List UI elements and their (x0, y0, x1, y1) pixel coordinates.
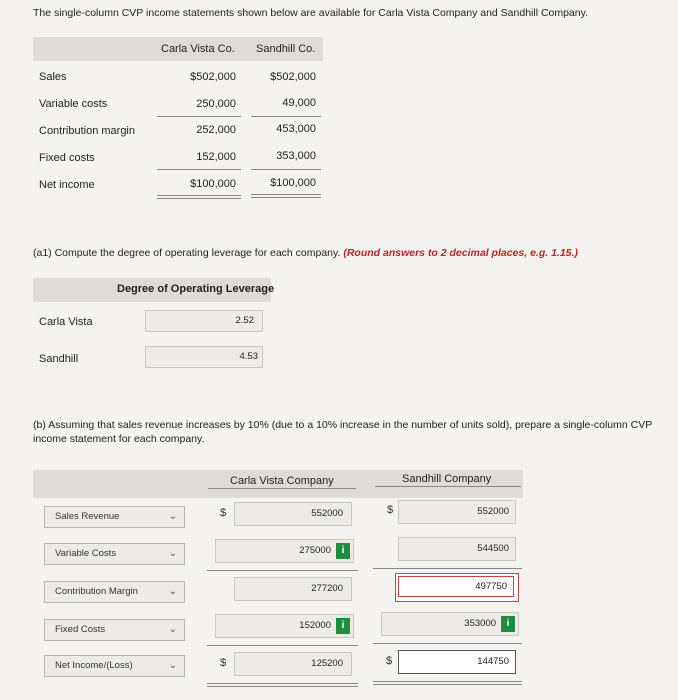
cvp-row-ni-cv: $100,000 (190, 178, 236, 190)
b-col-carla-vista: Carla Vista Company (230, 475, 334, 487)
underline (251, 116, 321, 117)
intro-text: The single-column CVP income statements shown below are available for Carla Vista Company and Sandhill Company. (33, 7, 589, 19)
cvp-row-sales-cv: $502,000 (190, 71, 236, 83)
a1-question-text: (a1) Compute the degree of operating leverage for each company. (33, 247, 341, 259)
underline (207, 645, 358, 646)
a1-hint: (Round answers to 2 decimal places, e.g. 1.15.) (343, 247, 578, 259)
label-select-sales-revenue[interactable] (44, 506, 185, 528)
cvp-row-fixed-cv: 152,000 (196, 151, 236, 163)
underline (375, 486, 521, 487)
cvp-row-cm-cv: 252,000 (196, 124, 236, 136)
cv-variable-costs-input[interactable]: 275000 (215, 539, 354, 563)
cvp-row-varcost-cv: 250,000 (196, 98, 236, 110)
underline (251, 169, 321, 170)
label-select-variable-costs[interactable] (44, 543, 185, 565)
chevron-down-icon: ⌄ (168, 548, 177, 559)
double-underline (207, 683, 358, 684)
double-underline (251, 197, 321, 198)
cv-sales-input[interactable]: 552000 (234, 502, 352, 526)
b-question-line2: income statement for each company. (33, 433, 205, 445)
dollar-sign: $ (387, 504, 394, 516)
cv-fixed-costs-input[interactable]: 152000 (215, 614, 354, 638)
dol-sandhill-label: Sandhill (39, 353, 79, 365)
sh-sales-input[interactable]: 552000 (398, 500, 516, 524)
underline (373, 643, 522, 644)
select-text: Net Income/(Loss) (55, 660, 133, 671)
sh-variable-costs-input[interactable]: 544500 (398, 537, 516, 561)
cvp-col-sandhill: Sandhill Co. (256, 43, 316, 55)
label-select-net-income[interactable] (44, 655, 185, 677)
select-text: Fixed Costs (55, 624, 106, 635)
dol-carla-vista-label: Carla Vista (39, 316, 93, 328)
double-underline (157, 195, 241, 196)
chevron-down-icon: ⌄ (168, 511, 177, 522)
dol-sandhill-input[interactable]: 4.53 (145, 346, 263, 368)
cv-contribution-margin-input[interactable]: 277200 (234, 577, 352, 601)
cvp-row-cm-label: Contribution margin (39, 125, 135, 137)
sh-net-income-input[interactable]: 144750 (398, 650, 516, 674)
double-underline (373, 684, 522, 685)
chevron-down-icon: ⌄ (168, 660, 177, 671)
cvp-row-varcost-sh: 49,000 (282, 97, 316, 109)
b-question-line1: (b) Assuming that sales revenue increases by 10% (due to a 10% increase in the number of units sold), prepare a single-column CVP (33, 419, 653, 431)
cvp-row-ni-sh: $100,000 (270, 177, 316, 189)
dol-header: Degree of Operating Leverage (117, 283, 275, 295)
cvp-row-varcost-label: Variable costs (39, 98, 108, 110)
info-icon[interactable]: i (501, 616, 515, 632)
cvp-col-carla-vista: Carla Vista Co. (161, 43, 235, 55)
sh-contribution-margin-input[interactable]: 497750 (398, 576, 514, 597)
cvp-row-fixed-label: Fixed costs (39, 152, 95, 164)
double-underline (373, 681, 522, 682)
double-underline (251, 194, 321, 195)
double-underline (207, 686, 358, 687)
double-underline (157, 198, 241, 199)
b-col-sandhill: Sandhill Company (402, 473, 492, 485)
select-text: Contribution Margin (55, 586, 138, 597)
underline (157, 169, 241, 170)
info-icon[interactable]: i (336, 543, 350, 559)
dol-carla-vista-input[interactable]: 2.52 (145, 310, 263, 332)
dollar-sign: $ (220, 657, 227, 669)
cv-net-income-input[interactable]: 125200 (234, 652, 352, 676)
label-select-fixed-costs[interactable] (44, 619, 185, 641)
underline (157, 116, 241, 117)
underline (373, 568, 522, 569)
select-text: Variable Costs (55, 548, 117, 559)
chevron-down-icon: ⌄ (168, 586, 177, 597)
underline (207, 570, 358, 571)
cvp-row-sales-label: Sales (39, 71, 67, 83)
cvp-row-sales-sh: $502,000 (270, 71, 316, 83)
cvp-row-cm-sh: 453,000 (276, 123, 316, 135)
cvp-row-fixed-sh: 353,000 (276, 150, 316, 162)
select-text: Sales Revenue (55, 511, 120, 522)
label-select-contribution-margin[interactable] (44, 581, 185, 603)
dollar-sign: $ (386, 655, 393, 667)
cvp-row-ni-label: Net income (39, 179, 95, 191)
sh-fixed-costs-input[interactable]: 353000 (381, 612, 519, 636)
a1-question (33, 247, 578, 259)
dollar-sign: $ (220, 507, 227, 519)
info-icon[interactable]: i (336, 618, 350, 634)
chevron-down-icon: ⌄ (168, 624, 177, 635)
underline (208, 488, 356, 489)
